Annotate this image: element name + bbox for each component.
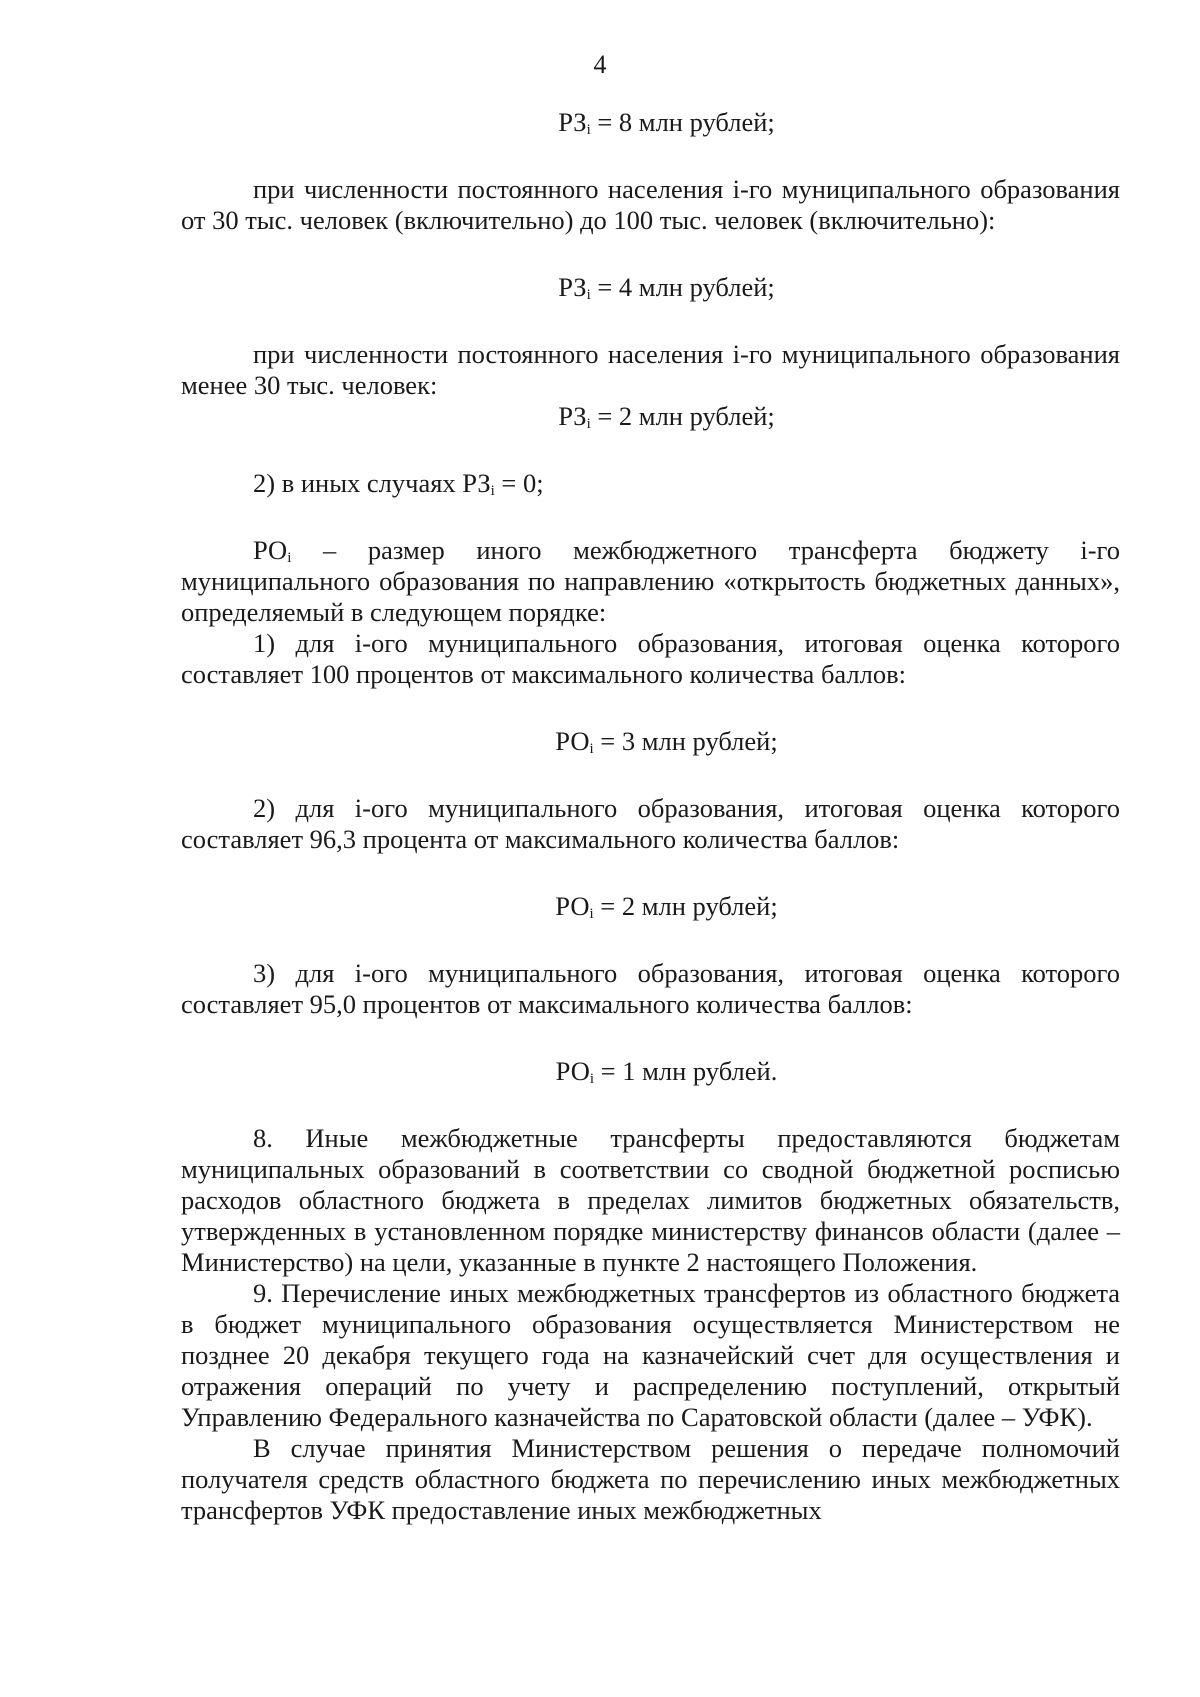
formula-rz-4: $РЗ_i = 4$ млн рублей; — [558, 272, 775, 303]
document-body — [181, 107, 1120, 1526]
formula-rz-2: $РЗ_i = 2$ млн рублей; — [558, 401, 775, 432]
paragraph-population-30-100: при численности постоянного населения i-го муниципального образования от 30 тыс. человек (включительно) до 100 тыс. человек (включительно): — [181, 174, 1120, 235]
paragraph-item-9: 9. Перечисление иных межбюджетных трансфертов из областного бюджета в бюджет муниципального образования осуществляется Министерством не позднее 20 декабря текущего года на казначейский счет для осуществления и отражения операций по учету и распределению поступлений, открытый Управлению Федерального казначейства по Саратовской области (далее – УФК). — [181, 1278, 1120, 1432]
paragraph-item-8: 8. Иные межбюджетные трансферты предоставляются бюджетам муниципальных образований в соответствии со сводной бюджетной росписью расходов областного бюджета в пределах лимитов бюджетных обязательств, утвержденных в установленном порядке министерству финансов области (далее – Министерство) на цели, указанные в пункте 2 настоящего Положения. — [181, 1123, 1120, 1277]
paragraph-other-cases: 2) в иных случаях $РЗ_i = 0$; — [253, 468, 544, 499]
formula-ro-1: $РО_i = 1$ млн рублей. — [555, 1056, 778, 1087]
formula-rz-8: $РЗ_i = 8$ млн рублей; — [558, 107, 775, 138]
paragraph-transfer-powers: В случае принятия Министерством решения о передаче полномочий получателя средств областного бюджета по перечислению иных межбюджетных трансфертов УФК предоставление иных межбюджетных — [181, 1433, 1120, 1525]
paragraph-ro-definition: $РО_i$ – размер иного межбюджетного трансферта бюджету i-го муниципального образования по направлению «открытость бюджетных данных», определяемый в следующем порядке: — [181, 535, 1120, 627]
page-number: 4 — [593, 50, 607, 79]
formula-ro-3: $РО_i = 3$ млн рублей; — [555, 726, 778, 757]
paragraph-score-100: 1) для i-ого муниципального образования, итоговая оценка которого составляет 100 процентов от максимального количества баллов: — [181, 628, 1120, 689]
paragraph-score-95: 3) для i-ого муниципального образования, итоговая оценка которого составляет 95,0 процентов от максимального количества баллов: — [181, 958, 1120, 1019]
paragraph-score-96-3: 2) для i-ого муниципального образования, итоговая оценка которого составляет 96,3 процента от максимального количества баллов: — [181, 793, 1120, 854]
paragraph-population-under-30: при численности постоянного населения i-го муниципального образования менее 30 тыс. человек: — [181, 339, 1120, 400]
formula-ro-2: $РО_i = 2$ млн рублей; — [555, 891, 778, 922]
